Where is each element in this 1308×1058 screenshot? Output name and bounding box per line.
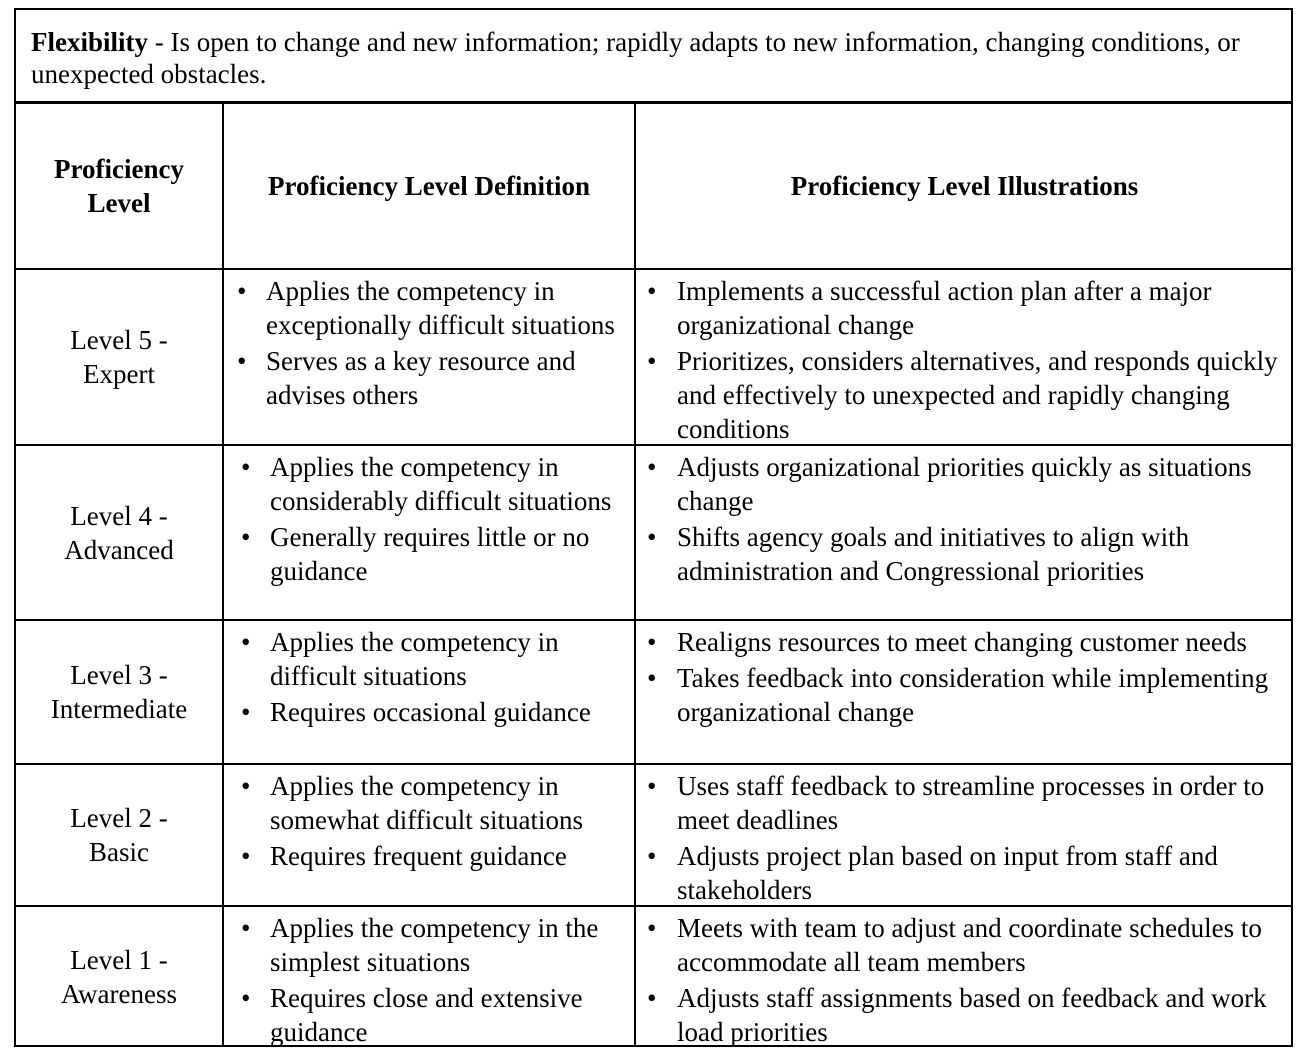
level-label: Level 1 - Awareness [61,945,177,1009]
list-item: • Applies the competency in considerably difficult situations [228,450,634,518]
list-item: • Shifts agency goals and initiatives to align with administration and Congressional priorities [636,520,1287,588]
level-label: Level 4 - Advanced [64,500,174,565]
illustration-cell [636,270,1293,444]
competency-name: Flexibility [31,27,148,57]
illustration-list [636,274,1287,446]
illustration-list [636,625,1287,729]
list-item: • Meets with team to adjust and coordinate schedules to accommodate all team members [636,911,1287,979]
level-label: Level 3 - Intermediate [50,660,188,724]
illustration-cell [636,621,1293,763]
definition-list [224,274,634,412]
list-item: • Generally requires little or no guidance [228,520,634,588]
list-item: • Realigns resources to meet changing customer needs [636,625,1287,659]
header-level-definition: Proficiency Level Definition [268,171,590,201]
illustration-cell [636,765,1293,905]
list-item: • Requires occasional guidance [228,695,634,729]
list-item: • Requires close and extensive guidance [228,981,634,1049]
list-item: • Applies the competency in somewhat difficult situations [228,769,634,837]
proficiency-grid [16,104,1291,1047]
definition-cell [224,446,634,619]
list-item: • Applies the competency in the simplest situations [228,911,634,979]
list-item: • Uses staff feedback to streamline processes in order to meet deadlines [636,769,1287,837]
illustration-list [636,450,1287,588]
level-label: Level 5 - Expert [70,325,168,389]
list-item: • Takes feedback into consideration while implementing organizational change [636,661,1287,729]
competency-header [16,10,1291,104]
list-item: • Implements a successful action plan after a major organizational change [636,274,1287,342]
list-item: • Applies the competency in exceptionally difficult situations [224,274,634,342]
list-item: • Adjusts organizational priorities quickly as situations change [636,450,1287,518]
definition-list [228,769,634,873]
definition-cell [224,765,634,905]
header-level-illustrations: Proficiency Level Illustrations [790,171,1139,201]
definition-cell [224,270,634,444]
definition-list [228,450,634,588]
list-item: • Adjusts staff assignments based on feedback and work load priorities [636,981,1287,1049]
level-label: Level 2 - Basic [70,803,168,867]
illustration-cell [636,907,1293,1047]
definition-list [228,911,634,1049]
list-item: • Adjusts project plan based on input from staff and stakeholders [636,839,1287,907]
list-item: • Serves as a key resource and advises others [224,344,634,412]
list-item: • Prioritizes, considers alternatives, and responds quickly and effectively to unexpected and rapidly changing conditions [636,344,1287,446]
list-item: • Requires frequent guidance [228,839,634,873]
illustration-cell [636,446,1293,619]
definition-cell [224,907,634,1047]
competency-description: - Is open to change and new information; rapidly adapts to new information, changing conditions, or unexpected obstacles. [31,27,1240,89]
list-item: • Applies the competency in difficult situations [228,625,634,693]
definition-list [228,625,634,729]
definition-cell [224,621,634,763]
competency-table [14,8,1293,1047]
illustration-list [636,769,1287,907]
illustration-list [636,911,1287,1049]
header-proficiency-level: Proficiency Level [54,154,184,218]
